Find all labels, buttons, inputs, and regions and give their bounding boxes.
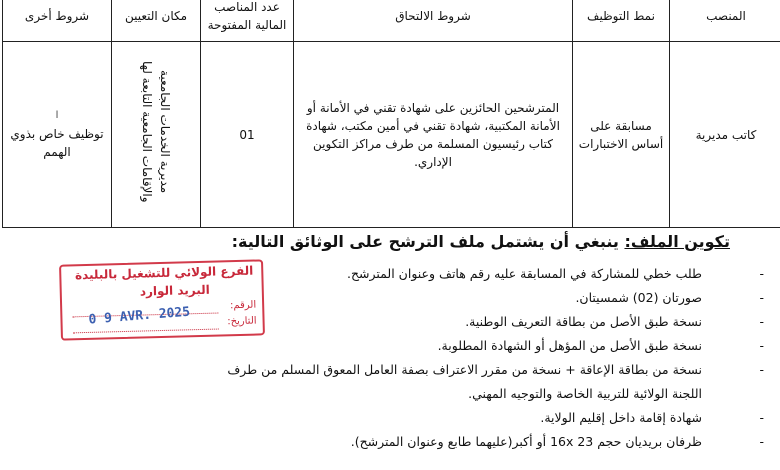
list-item: - صورتان (02) شمسيتان. (575, 290, 764, 305)
list-item: - طلب خطي للمشاركة في المسابقة عليه رقم هاتف وعنوان المترشح. (347, 266, 764, 281)
table-header-row (3, 0, 780, 42)
header-other-conditions: شروط أخرى (3, 0, 112, 42)
cell-recruitment-mode: مسابقة على أساس الاختبارات (573, 42, 670, 228)
header-post: المنصب (670, 0, 780, 42)
cell-place (112, 42, 201, 228)
stamp-ref-label: الرقم: (229, 299, 257, 312)
stamp-date-label: التاريخ: (227, 315, 257, 328)
dossier-title (232, 232, 730, 251)
cell-other-conditions (3, 42, 112, 228)
stamp-office: الفرع الولائي للتشغيل بالبليدة (74, 263, 254, 283)
list-item: - شهادة إقامة داخل إقليم الولاية. (540, 410, 764, 425)
header-conditions: شروط الالتحاق (294, 0, 573, 42)
list-item: - نسخة طبق الأصل من بطاقة التعريف الوطنية. (465, 314, 764, 329)
place-text: مديرية الخدمات الجامعية والإقامات الجامعية التابعة لها (140, 61, 172, 203)
other-mark: ا (55, 110, 59, 121)
cell-open-positions: 01 (201, 42, 294, 228)
cell-conditions: المترشحين الحائزين على شهادة تقني في الأمانة أو الأمانة المكتبية، شهادة تقني في أمين مكتب، شهادة كتاب رئيسيون المسلمة من طرف مراكز التكوين الإداري. (294, 42, 573, 228)
incoming-mail-stamp (59, 259, 265, 340)
header-recruitment-mode: نمط التوظيف (573, 0, 670, 42)
other-conditions-text: توظيف خاص بذوي الهمم (10, 127, 104, 159)
stamp-date: 0 9 AVR. 2025 (87, 304, 191, 328)
positions-table (2, 0, 780, 228)
header-place: مكان التعيين (112, 0, 201, 42)
dossier-title-text: ينبغي أن يشتمل ملف الترشح على الوثائق التالية: (231, 232, 625, 251)
list-item: - نسخة من بطاقة الإعاقة + نسخة من مقرر الاعتراف بصفة العامل المعوق المسلم من طرف اللجنة الولائية للتربية الخاصة والتوجيه المهني. (227, 362, 764, 401)
table-row (3, 42, 780, 228)
header-open-positions: عدد المناصب المالية المفتوحة (201, 0, 294, 42)
list-item: - ظرفان بريديان حجم 16x 23 أو أكبر(عليهما طابع وعنوان المترشح). (350, 434, 764, 449)
list-item: - نسخة طبق الأصل من المؤهل أو الشهادة المطلوبة. (437, 338, 764, 353)
requirements-list (204, 262, 764, 454)
dossier-title-label: تكوين الملف: (624, 232, 730, 251)
stamp-incoming-mail: البريد الوارد (139, 282, 210, 299)
cell-post: كاتب مديرية (670, 42, 780, 228)
